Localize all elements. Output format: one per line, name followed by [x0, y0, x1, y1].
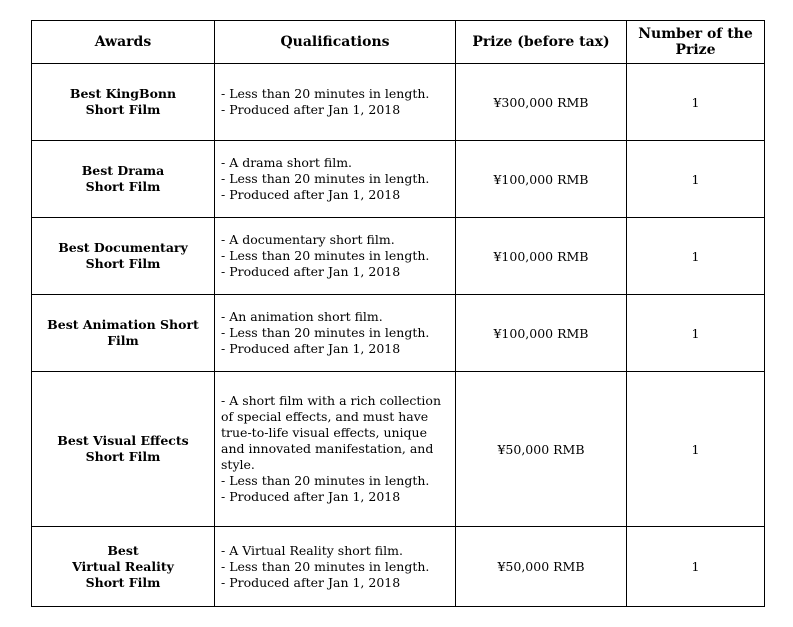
prize-amount: ¥50,000 RMB	[456, 527, 627, 607]
qualification-line: - Produced after Jan 1, 2018	[221, 264, 401, 279]
prize-count: 1	[627, 141, 765, 218]
prize-count: 1	[627, 372, 765, 527]
qualifications-cell	[215, 64, 456, 141]
qualification-line: - Produced after Jan 1, 2018	[221, 102, 401, 117]
qualification-line: - A Virtual Reality short film.	[221, 542, 403, 558]
award-name-cell	[32, 64, 215, 141]
award-name-line: Virtual Reality	[72, 558, 174, 574]
prize-count: 1	[627, 64, 765, 141]
qualification-line: - An animation short film.	[221, 309, 383, 324]
qualification-line: true-to-life visual effects, unique	[221, 425, 427, 440]
qualification-line: - Less than 20 minutes in length.	[221, 248, 430, 263]
header-number-of-prize: Number of the Prize	[627, 21, 765, 64]
table-row	[32, 527, 765, 607]
award-name-line: Short Film	[85, 179, 161, 194]
table-row	[32, 141, 765, 218]
prize-count: 1	[627, 295, 765, 372]
award-name-cell	[32, 218, 215, 295]
award-name-cell	[32, 527, 215, 607]
award-name-line: Short Film	[85, 256, 161, 271]
award-name-cell	[32, 295, 215, 372]
award-name-line: Best	[107, 542, 139, 558]
table-row	[32, 64, 765, 141]
header-awards: Awards	[32, 21, 215, 64]
qualification-line: - Less than 20 minutes in length.	[221, 86, 430, 101]
table-row	[32, 372, 765, 527]
qualifications-cell	[215, 527, 456, 607]
prize-amount: ¥100,000 RMB	[456, 295, 627, 372]
table-row	[32, 218, 765, 295]
qualifications-cell	[215, 141, 456, 218]
award-name-cell	[32, 372, 215, 527]
qualifications-cell	[215, 295, 456, 372]
award-name-line: Best Animation Short	[47, 317, 199, 332]
award-name-line: Best KingBonn	[69, 86, 177, 101]
qualification-line: - Less than 20 minutes in length.	[221, 171, 430, 186]
prize-amount: ¥50,000 RMB	[456, 372, 627, 527]
qualification-line: - Produced after Jan 1, 2018	[221, 341, 401, 356]
qualification-line: and innovated manifestation, and	[221, 441, 434, 456]
qualification-line: of special effects, and must have	[221, 409, 429, 424]
qualification-line: style.	[221, 457, 255, 472]
qualification-line: - A short film with a rich collection	[221, 393, 442, 408]
qualification-line: - Produced after Jan 1, 2018	[221, 187, 401, 202]
qualification-line: - Less than 20 minutes in length.	[221, 473, 430, 488]
header-row	[32, 21, 765, 64]
qualification-line: - A documentary short film.	[221, 232, 395, 247]
award-name-line: Best Documentary	[58, 240, 188, 255]
awards-table-container	[31, 20, 765, 607]
header-prize: Prize (before tax)	[456, 21, 627, 64]
table-row	[32, 295, 765, 372]
award-name-line: Short Film	[85, 102, 161, 117]
award-name-line: Short Film	[85, 574, 161, 590]
qualification-line: - Produced after Jan 1, 2018	[221, 574, 401, 590]
prize-count: 1	[627, 218, 765, 295]
prize-count: 1	[627, 527, 765, 607]
qualification-line: - Produced after Jan 1, 2018	[221, 489, 401, 504]
award-name-line: Best Drama	[81, 163, 165, 178]
prize-amount: ¥100,000 RMB	[456, 218, 627, 295]
prize-amount: ¥100,000 RMB	[456, 141, 627, 218]
qualification-line: - A drama short film.	[221, 155, 353, 170]
award-name-cell	[32, 141, 215, 218]
award-name-line: Short Film	[85, 449, 161, 464]
qualifications-cell	[215, 372, 456, 527]
awards-table	[31, 20, 765, 607]
prize-amount: ¥300,000 RMB	[456, 64, 627, 141]
header-qualifications: Qualifications	[215, 21, 456, 64]
award-name-line: Film	[107, 333, 139, 348]
qualification-line: - Less than 20 minutes in length.	[221, 325, 430, 340]
qualifications-cell	[215, 218, 456, 295]
award-name-line: Best Visual Effects	[57, 433, 189, 448]
qualification-line: - Less than 20 minutes in length.	[221, 558, 430, 574]
